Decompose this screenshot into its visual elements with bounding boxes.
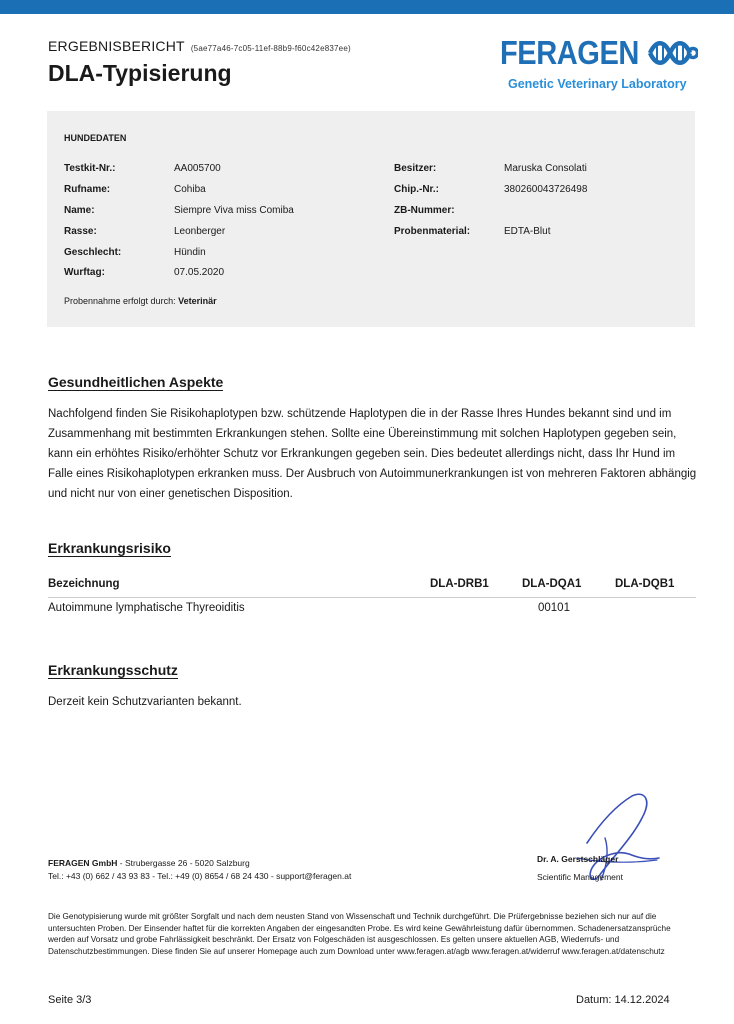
risk-dqa1-value: 00101 (538, 602, 570, 614)
dog-data-box (47, 111, 695, 327)
field-value: AA005700 (174, 163, 221, 174)
field-label: Chip.-Nr.: (394, 184, 439, 195)
field-value: EDTA-Blut (504, 226, 551, 237)
field-value: Cohiba (174, 184, 206, 195)
page-title: DLA-Typisierung (48, 60, 232, 86)
field-label: Testkit-Nr.: (64, 163, 116, 174)
table-row (48, 600, 696, 620)
section-title-health: Gesundheitlichen Aspekte (48, 374, 224, 390)
field-value: 07.05.2020 (174, 267, 225, 278)
risk-table-header (48, 574, 696, 598)
column-header-drb1: DLA-DRB1 (430, 578, 489, 590)
signature-block (537, 788, 697, 888)
report-kind-label: ERGEBNISBERICHT (48, 38, 185, 54)
dog-data-heading: HUNDEDATEN (64, 133, 127, 143)
report-kind (48, 38, 351, 54)
report-id: (5ae77a46-7c05-11ef-88b9-f60c42e837ee) (190, 44, 351, 53)
company-address: - Strubergasse 26 - 5020 Salzburg (117, 858, 250, 868)
legal-disclaimer: Die Genotypisierung wurde mit größter Sorgfalt und nach dem neusten Stand von Wissenschaft und Technik durchgeführt. Die Prüfergebnisse beziehen sich nur auf die untersuchten Proben. Der Einsender haftet für die korrekten Angaben der eingesandten Probe. Es wird keine Gewährleistung dafür übernommen. Schadenersatzansprüche werden auf Vorsatz und grobe Fahrlässigkeit beschränkt. Der Ersatz von Folgeschäden ist ausgeschlossen. Es gelten unsere aktuellen AGB, Wiederrufs- und Datenschutzbestimmungen. Diese finden Sie auf unserer Homepage auch zum Download unter www.feragen.at/agb www.feragen.at/widerruf www.feragen.at/datenschutz (48, 912, 671, 956)
field-label: Besitzer: (394, 163, 437, 174)
logo-wordmark: FERAGEN (500, 34, 639, 71)
column-header-name: Bezeichnung (48, 578, 120, 590)
column-header-dqb1: DLA-DQB1 (615, 578, 675, 590)
company-info (48, 857, 351, 883)
feragen-logo (500, 34, 700, 94)
field-label: Rufname: (64, 184, 111, 195)
report-header (48, 38, 351, 87)
field-value: 380260043726498 (504, 184, 588, 195)
column-header-dqa1: DLA-DQA1 (522, 578, 582, 590)
dna-helix-icon (648, 38, 698, 68)
page-number: Seite 3/3 (48, 994, 92, 1006)
field-label: Wurftag: (64, 267, 105, 278)
document-date: Datum: 14.12.2024 (576, 994, 670, 1006)
field-value: Leonberger (174, 226, 226, 237)
top-accent-bar (0, 0, 734, 14)
section-title-risk: Erkrankungsrisiko (48, 540, 171, 556)
sample-taken-by (64, 296, 217, 306)
field-label: Name: (64, 205, 95, 216)
field-value: Hündin (174, 247, 206, 258)
signer-role: Scientific Management (537, 872, 623, 882)
sample-taken-value: Veterinär (178, 296, 217, 306)
field-label: ZB-Nummer: (394, 205, 455, 216)
company-address-line (48, 857, 351, 870)
signer-name: Dr. A. Gerstschläger (537, 854, 619, 864)
section-title-protection: Erkrankungsschutz (48, 662, 178, 678)
field-value: Maruska Consolati (504, 163, 587, 174)
company-name: FERAGEN GmbH (48, 858, 118, 868)
logo-subtitle: Genetic Veterinary Laboratory (508, 77, 687, 91)
field-value: Siempre Viva miss Comiba (174, 205, 294, 216)
field-label: Probenmaterial: (394, 226, 471, 237)
health-paragraph: Nachfolgend finden Sie Risikohaplotypen bzw. schützende Haplotypen die in der Rasse Ihres Hundes bekannt sind und im Zusammenhang mit bestimmten Erkrankungen stehen. Sollte eine Übereinstimmung mit solchen Haplotypen gegeben sein, kann ein erhöhtes Risiko/erhöhter Schutz vor Erkrankungen gegeben sein. Dies bedeutet allerdings nicht, dass Ihr Hund im Falle eines Risikohaplotypen erkranken muss. Der Ausbruch von Autoimmunerkrankungen ist von mehreren Faktoren abhängig und nicht nur von einer genetischen Disposition. (48, 408, 697, 500)
risk-disease-name: Autoimmune lymphatische Thyreoiditis (48, 602, 245, 614)
field-label: Rasse: (64, 226, 97, 237)
sample-taken-label: Probennahme erfolgt durch: (64, 296, 176, 306)
company-contact: Tel.: +43 (0) 662 / 43 93 83 - Tel.: +49 (0) 8654 / 68 24 430 - support@feragen.at (48, 871, 352, 881)
handwritten-signature (557, 788, 667, 883)
protection-paragraph: Derzeit kein Schutzvarianten bekannt. (48, 696, 242, 708)
field-label: Geschlecht: (64, 247, 122, 258)
